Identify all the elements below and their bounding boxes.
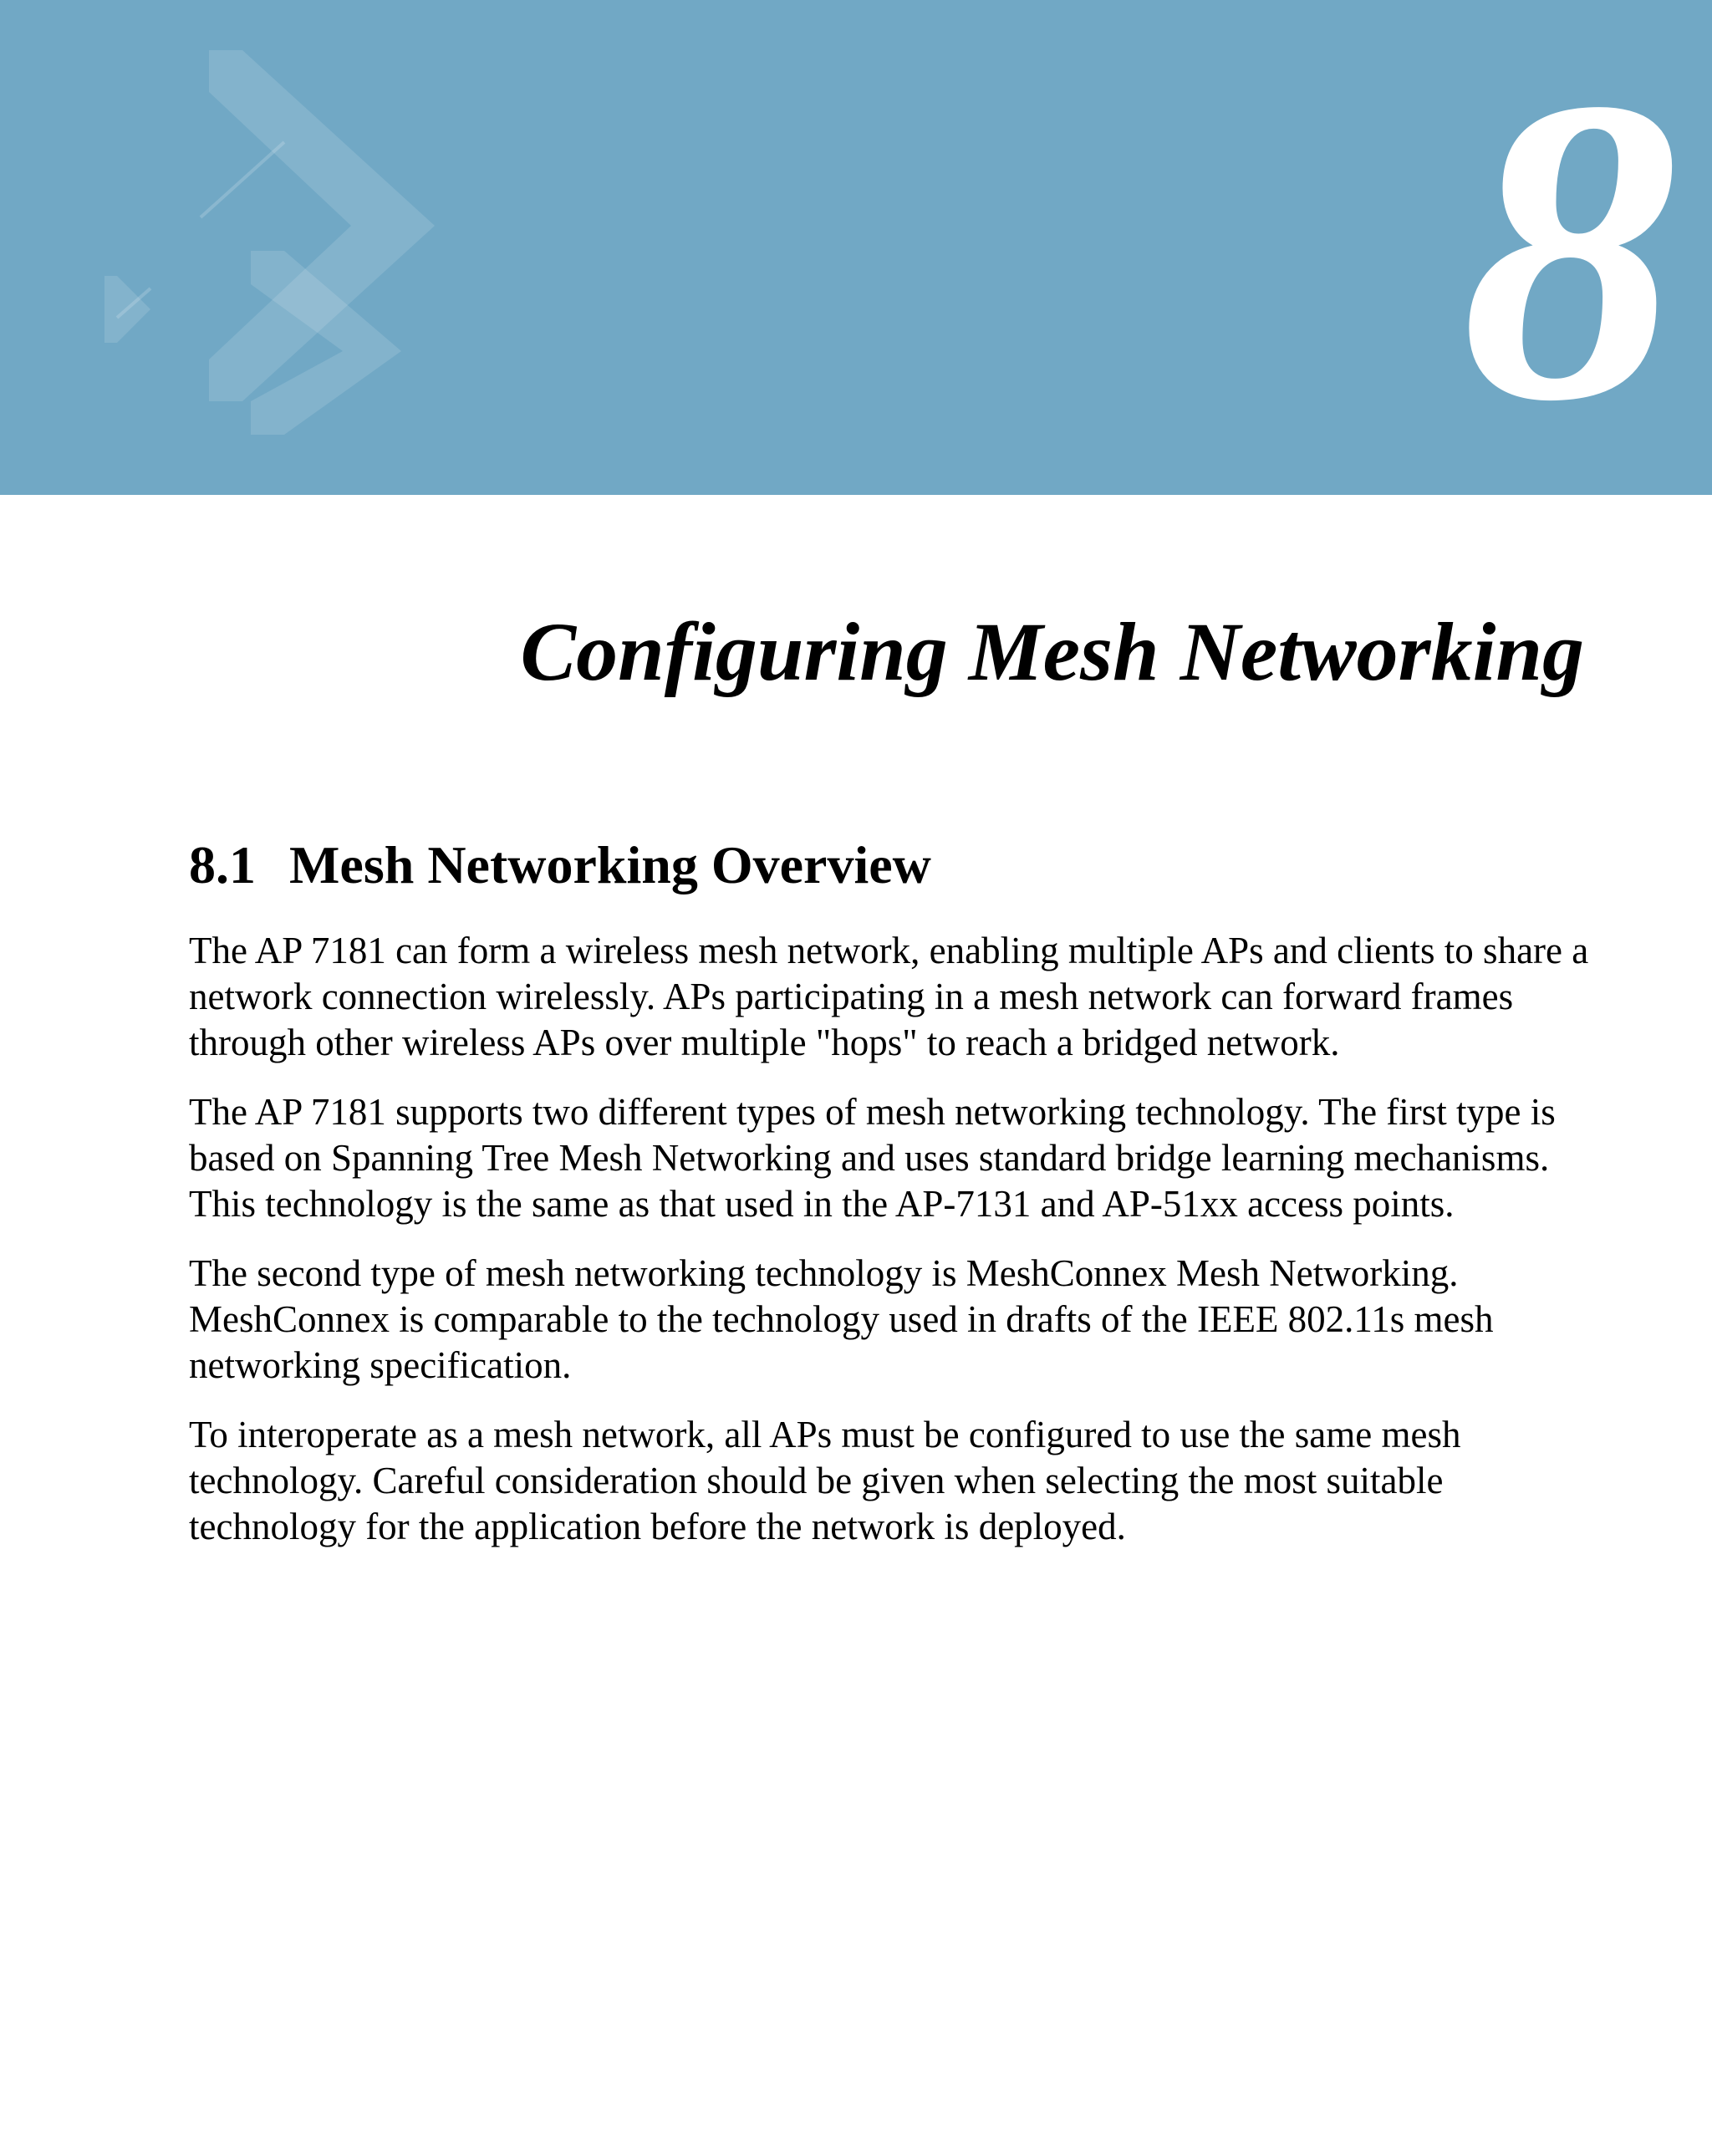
paragraph: To interoperate as a mesh network, all APs must be configured to use the same mesh technology. Careful consideration should be given when selecting the most suitable technology for the application before the network is deployed. — [189, 1414, 1461, 1547]
paragraph: The second type of mesh networking technology is MeshConnex Mesh Networking. MeshConnex is comparable to the technology used in drafts of the IEEE 802.11s mesh networking specification. — [189, 1252, 1494, 1386]
section-number: 8.1 — [189, 835, 256, 895]
section-title: Mesh Networking Overview — [289, 835, 931, 895]
chevron-watermark-icon — [0, 0, 585, 495]
body-text — [189, 928, 1593, 1573]
chapter-banner — [0, 0, 1712, 495]
chapter-title: Configuring Mesh Networking — [520, 605, 1584, 698]
section-heading — [189, 832, 931, 899]
paragraph: The AP 7181 can form a wireless mesh network, enabling multiple APs and clients to share a network connection wirelessly. APs participating in a mesh network can forward frames through other wireless APs over multiple "hops" to reach a bridged network. — [189, 930, 1589, 1063]
paragraph: The AP 7181 supports two different types of mesh networking technology. The first type is based on Spanning Tree Mesh Networking and uses standard bridge learning mechanisms. This technology is the same as that used in the AP-7131 and AP-51xx access points. — [189, 1091, 1556, 1225]
chapter-number: 8 — [1461, 10, 1679, 491]
